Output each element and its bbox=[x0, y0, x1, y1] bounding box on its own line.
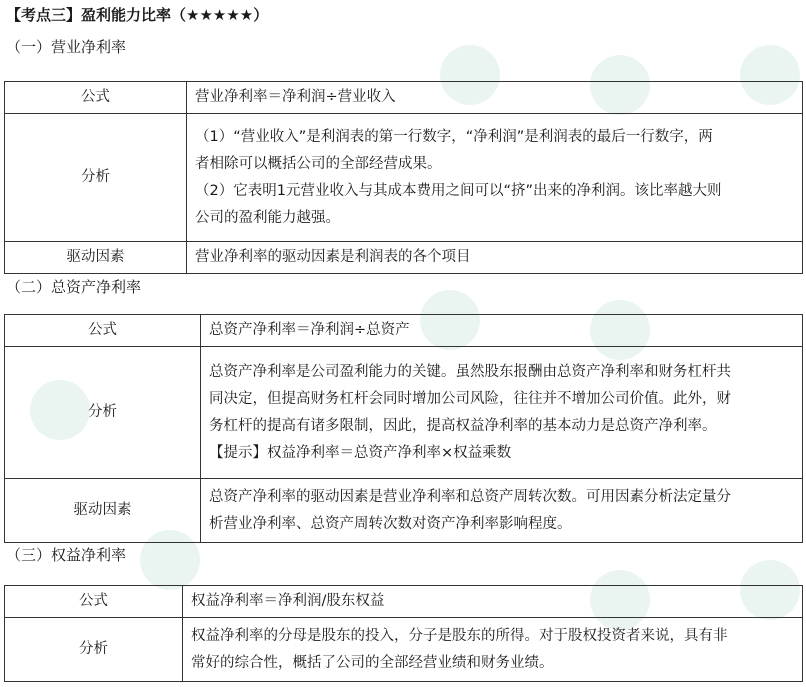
row-value: 总资产净利率＝净利润÷总资产 bbox=[201, 315, 803, 347]
section-table bbox=[4, 81, 803, 274]
row-key: 公式 bbox=[5, 315, 201, 347]
table-row bbox=[5, 586, 803, 618]
table-row bbox=[5, 315, 803, 347]
row-key: 驱动因素 bbox=[5, 242, 187, 274]
table-row bbox=[5, 114, 803, 242]
section-heading: （二）总资产净利率 bbox=[6, 278, 142, 296]
row-key: 分析 bbox=[5, 347, 201, 479]
row-value: 总资产净利率是公司盈利能力的关键。虽然股东报酬由总资产净利率和财务杠杆共 同决定，但提高财务杠杆会同时增加公司风险，往往并不增加公司价值。此外，财 务杠杆的提高有诸多限制，因此，提高权益净利率的基本动力是总资产净利率。 【提示】权益净利率＝总资产净利率×权益乘数 bbox=[201, 347, 803, 479]
row-key: 驱动因素 bbox=[5, 479, 201, 543]
section-heading: （一）营业净利率 bbox=[6, 38, 127, 56]
section-heading: （三）权益净利率 bbox=[6, 546, 127, 564]
row-value: 权益净利率的分母是股东的投入，分子是股东的所得。对于股权投资者来说，具有非 常好的综合性，概括了公司的全部经营业绩和财务业绩。 bbox=[183, 618, 803, 682]
table-row bbox=[5, 618, 803, 682]
table-row bbox=[5, 347, 803, 479]
table-row bbox=[5, 242, 803, 274]
row-key: 分析 bbox=[5, 618, 183, 682]
row-value: 营业净利率的驱动因素是利润表的各个项目 bbox=[187, 242, 803, 274]
section-table bbox=[4, 314, 803, 543]
row-key: 分析 bbox=[5, 114, 187, 242]
page-title: 【考点三】盈利能力比率（★★★★★） bbox=[6, 6, 269, 24]
row-key: 公式 bbox=[5, 586, 183, 618]
row-value: 权益净利率＝净利润/股东权益 bbox=[183, 586, 803, 618]
table-row bbox=[5, 479, 803, 543]
row-value: （1）“营业收入”是利润表的第一行数字，“净利润”是利润表的最后一行数字，两 者相除可以概括公司的全部经营成果。 （2）它表明1元营业收入与其成本费用之间可以“挤”出来的净利润。该比率越大则 公司的盈利能力越强。 bbox=[187, 114, 803, 242]
row-value: 总资产净利率的驱动因素是营业净利率和总资产周转次数。可用因素分析法定量分 析营业净利率、总资产周转次数对资产净利率影响程度。 bbox=[201, 479, 803, 543]
row-value: 营业净利率＝净利润÷营业收入 bbox=[187, 82, 803, 114]
row-key: 公式 bbox=[5, 82, 187, 114]
section-table bbox=[4, 585, 803, 682]
table-row bbox=[5, 82, 803, 114]
